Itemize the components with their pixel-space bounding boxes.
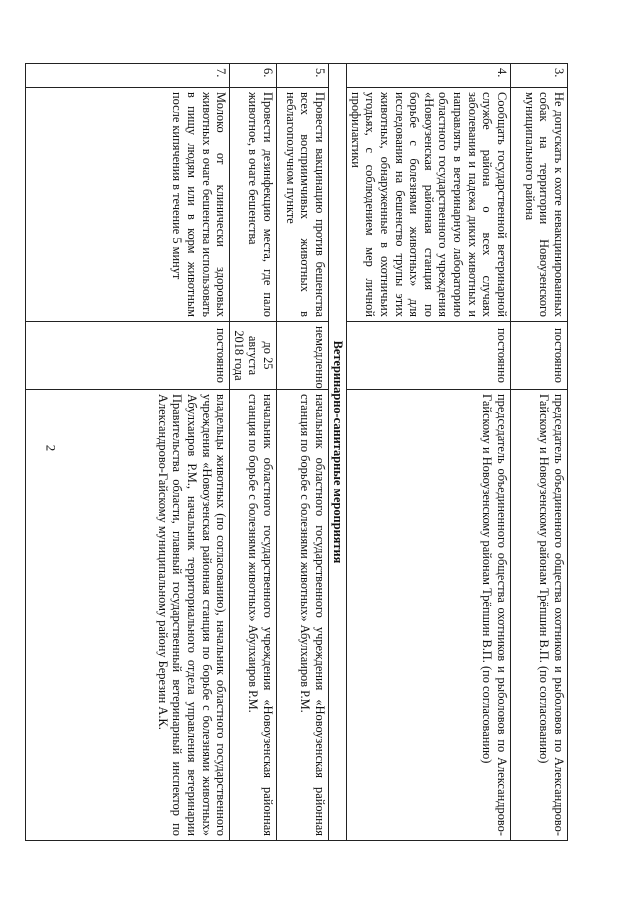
task-cell: Сообщать государственной ветеринарной службе района о всех случаях заболевания и падежа диких животных и направлять в ветеринарную лабораторию областного государственного учреждения «Новоузенская районная станция по борьбе с болезнями животных» для исследования на бешенство трупы этих животных, обнаруженные в охотничьих угодьях, с соблюдением мер личной профилактики [347, 88, 511, 322]
table-row [277, 64, 329, 841]
responsible-cell: председатель объединенного общества охотников и рыболовов по Александрово-Гайскому и Новоузенскому районам Трёпшин В.П. (по согласованию) [347, 390, 511, 841]
page-number: 2 [43, 444, 59, 452]
measures-table [25, 63, 568, 841]
responsible-cell: начальник областного государственного учреждения «Новоузенская районная станция по борьбе с болезнями животных» Абулхаиров Р.М. [230, 390, 277, 841]
task-cell: Провести вакцинацию против бешенства всех восприимчивых животных в неблагополучном пункте [277, 88, 329, 322]
table-row [230, 64, 277, 841]
row-number: 5. [277, 64, 329, 88]
row-number: 4. [347, 64, 511, 88]
table-row [511, 64, 568, 841]
row-number: 6. [230, 64, 277, 88]
responsible-cell: владельцы животных (по согласованию), начальник областного государственного учреждения «Новоузенская районная станция по борьбе с болезнями животных» Абулхаиров Р.М., начальник территориального отдела управления ветеринарии Правительства области, главный государственный ветеринарный инспектор по Александрово-Гайскому муниципальному району Березин А.К. [26, 390, 230, 841]
row-number: 3. [511, 64, 568, 88]
task-cell: Провести дезинфекцию места, где пало животное, в очаге бешенства [230, 88, 277, 322]
responsible-cell: начальник областного государственного учреждения «Новоузенская районная станция по борьбе с болезнями животных» Абулхаиров Р.М. [277, 390, 329, 841]
deadline-cell: постоянно [511, 322, 568, 390]
deadline-cell: немедленно [277, 322, 329, 390]
deadline-cell: постоянно [347, 322, 511, 390]
deadline-cell: постоянно [26, 322, 230, 390]
task-cell: Молоко от клинически здоровых животных в очаге бешенства использовать в пищу людям или в корм животным после кипячения в течение 5 минут [26, 88, 230, 322]
table-row [347, 64, 511, 841]
deadline-cell: до 25 августа 2018 года [230, 322, 277, 390]
rotated-page [72, 63, 568, 841]
table-row [26, 64, 230, 841]
responsible-cell: председатель объединенного общества охотников и рыболовов по Александрово-Гайскому и Новоузенскому районам Трёпшин В.П. (по согласованию) [511, 390, 568, 841]
task-cell: Не допускать к охоте невакцинированных собак на территории Новоузенского муниципального района [511, 88, 568, 322]
section-row [329, 64, 347, 841]
section-heading: Ветеринарно-санитарные мероприятия [329, 64, 347, 841]
row-number: 7. [26, 64, 230, 88]
